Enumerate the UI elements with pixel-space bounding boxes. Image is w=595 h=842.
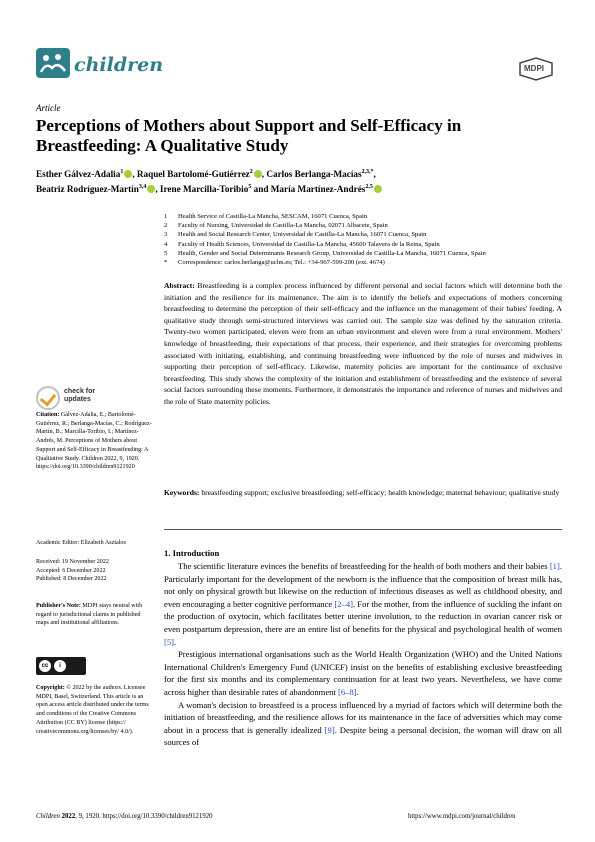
copyright-label: Copyright: bbox=[36, 685, 65, 691]
section-heading: 1. Introduction bbox=[164, 548, 220, 558]
abstract-label: Abstract: bbox=[164, 281, 195, 290]
author-name[interactable]: Raquel Bartolomé-Gutiérrez bbox=[136, 169, 250, 179]
journal-logo[interactable] bbox=[36, 48, 164, 88]
footer-citation bbox=[36, 813, 213, 820]
orcid-icon[interactable] bbox=[254, 170, 262, 178]
body-text bbox=[164, 560, 562, 749]
abstract bbox=[164, 280, 562, 408]
article-title: Perceptions of Mothers about Support and Self-Efficacy in Breastfeeding: A Qualitative Study bbox=[36, 116, 462, 155]
affiliation-list bbox=[164, 212, 564, 267]
citation-link[interactable]: [2–4] bbox=[334, 598, 353, 609]
paragraph: Prestigious international organisations such as the World Health Organization (WHO) and the United Nations International Children's Emergency Fund (UNICEF) insist on the benefits of establishing exclusive breastfeeding for the first six months and its complementary continuation for at least two years. Nevertheless, we have come across higher than desirable rates of abandonment [6–8]. bbox=[164, 649, 562, 697]
received-date: Received: 19 November 2022 bbox=[36, 559, 109, 565]
keywords bbox=[164, 487, 562, 499]
citation-link[interactable]: [5] bbox=[164, 636, 175, 647]
mdpi-logo-text: MDPI bbox=[524, 64, 544, 73]
affiliation-item: 5 Health, Gender and Social Determinants Research Group, Universidad de Castilla-La Mancha, 16071 Cuenca, Spain bbox=[164, 249, 486, 257]
affiliation-item: 3 Health and Social Research Center, Universidad de Castilla-La Mancha, 16071 Cuenca, Spain bbox=[164, 231, 427, 239]
paragraph: The scientific literature evinces the benefits of breastfeeding for the health of both mothers and their babies [1]. Particularly important for the development of the newborn is the influence that the composition of breast milk has, not only on physical growth but likewise on the reduction of infectious diseases as well as childhood obesity, and even encouraging a better cognitive performance [2–4]. For the mother, from the influence of suckling the infant on the production of oxytocin, which facilitates better uterine involution, to the reduction in ovarian cancer risk or even postpartum depression, there are an entire list of benefits for the physical and psychological health of women [5]. bbox=[164, 561, 562, 647]
accepted-date: Accepted: 6 December 2022 bbox=[36, 567, 106, 574]
affiliation-item: 1 Health Service of Castilla-La Mancha, SESCAM, 16071 Cuenca, Spain bbox=[164, 213, 368, 220]
citation-link[interactable]: [6–8] bbox=[337, 686, 357, 697]
divider bbox=[164, 529, 562, 530]
publishers-note: Publisher's Note: MDPI stays neutral with regard to jurisdictional claims in published maps and institutional affiliations. bbox=[36, 603, 143, 627]
abstract-text: Breastfeeding is a complex process influenced by different personal and social factors which will determine both the initiation and the resilience for its maintenance. The aim is to identify the beliefs and expectations of mothers concerning breastfeeding to determine the perception of their self-efficacy and the influence on the management of their babies' feeding. A qualitative study through semi-structured interviews was carried out. The sample size was defined by the saturation criteria. Twenty-two women participated, eleven were from an urban environment and eleven were from a rural environment. Mothers' knowledge of breastfeeding, their expectations of that process, their experience, and their strategies for overcoming problems associated with initiating, establishing, and continuing breastfeeding were influenced by the role of nurses and midwives in supporting their perception of self-efficacy. Likewise, maternity policies are important for the continuance of exclusive breastfeeding. This study shows the complexity of the initiation and establishment of breastfeeding and the existence of several social factors surrounding these moments. Furthermore, it demonstrates the importance and reference of nurses and midwives and the role of State maternity policies. bbox=[164, 281, 562, 406]
author-name[interactable]: Esther Gálvez-Adalia bbox=[36, 169, 121, 179]
keywords-text: breastfeeding support; exclusive breastfeeding; self-efficacy; health knowledge; maternal behaviour; qualitative study bbox=[201, 488, 560, 497]
academic-editor: Academic Editor: Elizabeth Asztalos bbox=[36, 540, 126, 546]
publishers-note-label: Publisher's Note: bbox=[36, 603, 81, 609]
journal-url[interactable]: https://www.mdpi.com/journal/children bbox=[408, 813, 516, 820]
keywords-label: Keywords: bbox=[164, 488, 200, 497]
paragraph: A woman's decision to breastfeed is a process influenced by a myriad of factors which will determine both the initiation of breastfeeding, and the resilience allows for its maintenance in the face of adversities which may come about in a process that is generally idealized [9]. Despite being a personal decision, the woman will draw on all sources of bbox=[164, 699, 562, 748]
mdpi-logo[interactable] bbox=[516, 57, 556, 81]
article-type: Article bbox=[36, 103, 61, 113]
author-name[interactable]: Carlos Berlanga-Macías bbox=[266, 169, 362, 179]
orcid-icon[interactable] bbox=[374, 185, 382, 193]
citation-link[interactable]: [1] bbox=[549, 561, 560, 571]
footer-year: 2022 bbox=[61, 813, 76, 820]
check-for-updates-button[interactable]: check for updates bbox=[36, 386, 98, 412]
cc-icon: cc bbox=[39, 660, 51, 672]
author-list: Esther Gálvez-Adalia$^1$ , Raquel Bartolomé-Gutiérrez$^2$ , Carlos Berlanga-Macías$^{2,3,*}$, Beatriz Rodríguez-Martín$^{3,4}$ , Irene Marcilla-Toribio$^5$ and María Martínez-Andrés$^{2,5}$ bbox=[36, 167, 556, 196]
attribution-icon: i bbox=[54, 660, 66, 672]
affiliation-item: 4 Faculty of Health Sciences, Universidad de Castilla-La Mancha, 45600 Talavera de la Reina, Spain bbox=[164, 240, 440, 248]
citation-label: Citation: bbox=[36, 412, 60, 418]
citation-text: Gálvez-Adalia, E.; Bartolomé-Gutiérrez, R.; Berlanga-Macías, C.; Rodríguez-Martín, B.; Marcilla-Toribio, I.; Martínez-Andrés, M. Perceptions of Mothers about Support and Self-Efficacy in Breastfeeding: A Qualitative Study. Children 2022, 9, 1920. https://doi.org/10.3390/children9121920 bbox=[36, 412, 152, 471]
published-date: Published: 8 December 2022 bbox=[36, 576, 107, 583]
footer-doi[interactable]: , 9, 1920. https://doi.org/10.3390/children9121920 bbox=[75, 813, 213, 820]
orcid-icon[interactable] bbox=[124, 170, 132, 178]
publication-dates bbox=[36, 558, 154, 584]
children-logo-icon bbox=[36, 48, 70, 78]
correspondence: * Correspondence: carlos.berlanga@uclm.es; Tel.: +34-967-599-200 (ext. 4674) bbox=[164, 259, 385, 267]
copyright: Copyright: © 2022 by the authors. Licensee MDPI, Basel, Switzerland. This article is an open access article distributed under the terms and conditions of the Creative Commons Attribution (CC BY) license (https:// creativecommons.org/licenses/by/ 4.0/). bbox=[36, 685, 149, 735]
author-name[interactable]: María Martínez-Andrés bbox=[270, 183, 366, 194]
journal-name: children bbox=[74, 54, 164, 76]
orcid-icon[interactable] bbox=[147, 185, 155, 193]
affiliation-item: 2 Faculty of Nursing, Universidad de Castilla-La Mancha, 02071 Albacete, Spain bbox=[164, 222, 388, 230]
check-icon bbox=[36, 386, 60, 410]
author-name[interactable]: Irene Marcilla-Toribio bbox=[159, 183, 249, 194]
footer-journal: Children bbox=[36, 813, 60, 820]
cc-by-license-badge[interactable] bbox=[36, 657, 86, 675]
author-name[interactable]: Beatriz Rodríguez-Martín bbox=[36, 183, 139, 194]
citation-link[interactable]: [9] bbox=[324, 724, 335, 735]
citation bbox=[36, 411, 154, 472]
